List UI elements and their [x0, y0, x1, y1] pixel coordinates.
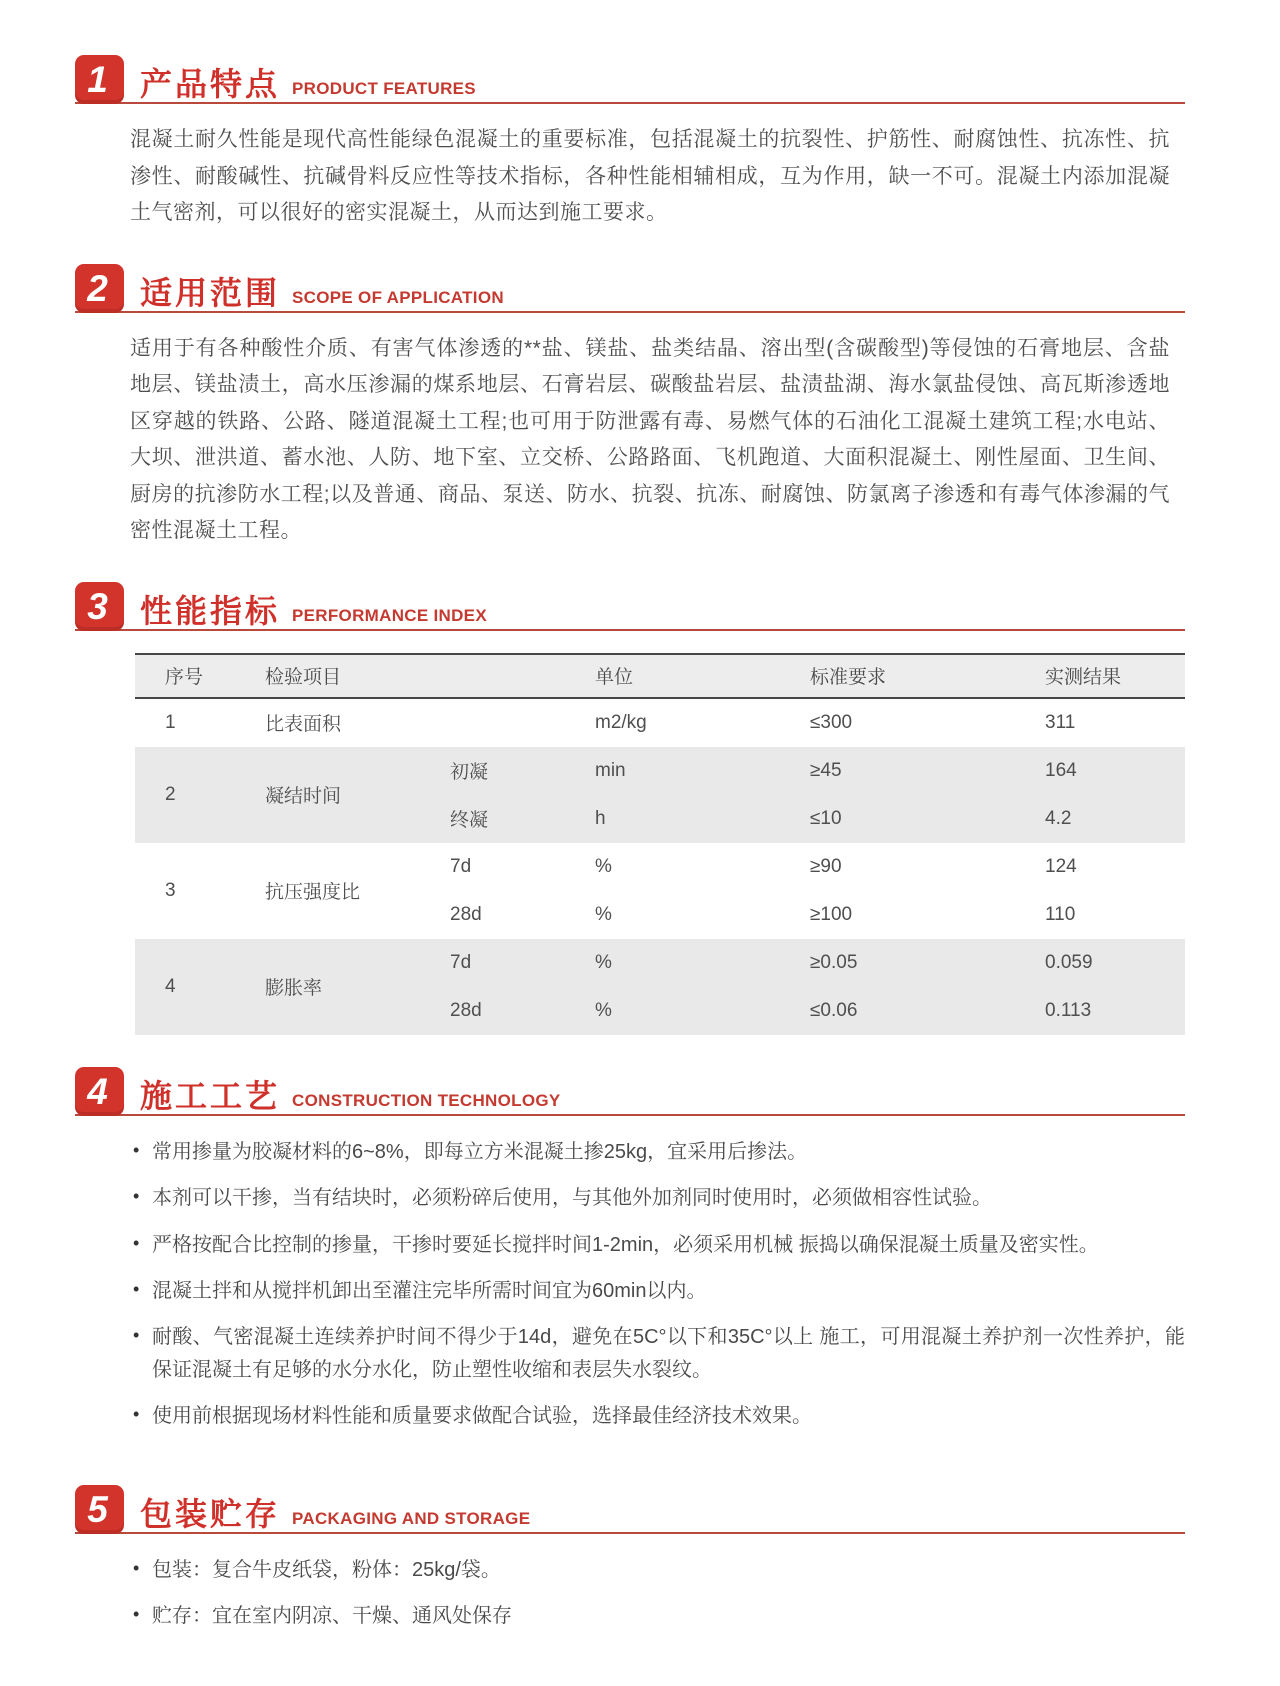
section-title-en: SCOPE OF APPLICATION — [292, 287, 504, 307]
section-paragraph: 适用于有各种酸性介质、有害气体渗透的**盐、镁盐、盐类结晶、溶出型(含碳酸型)等侵蚀的石膏地层、含盐地层、镁盐渍土，高水压渗漏的煤系地层、石膏岩层、碳酸盐岩层、盐渍盐湖、海水氯盐侵蚀、高瓦斯渗透地区穿越的铁路、公路、隧道混凝土工程;也可用于防泄露有毒、易燃气体的石油化工混凝土建筑工程;水电站、大坝、泄洪道、蓄水池、人防、地下室、立交桥、公路路面、飞机跑道、大面积混凝土、刚性屋面、卫生间、厨房的抗渗防水工程;以及普通、商品、泵送、防水、抗裂、抗冻、耐腐蚀、防氯离子渗透和有毒气体渗漏的气密性混凝土工程。 — [130, 336, 1170, 543]
column-header-item: 检验项目 — [265, 667, 342, 689]
row-standard: ≥100 — [810, 903, 853, 925]
row-standard: ≤10 — [810, 807, 842, 829]
row-result: 4.2 — [1045, 807, 1072, 829]
row-standard: ≥0.05 — [810, 951, 858, 973]
row-sub: 28d — [450, 903, 482, 925]
row-no: 1 — [165, 711, 176, 733]
sub-rows — [450, 939, 1185, 1035]
row-sub: 初凝 — [450, 762, 489, 784]
row-sub: 7d — [450, 855, 472, 877]
bullet-item: • 本剂可以干掺，当有结块时，必须粉碎后使用，与其他外加剂同时使用时，必须做相容性试验。 — [130, 1182, 1185, 1214]
column-header-standard: 标准要求 — [810, 667, 887, 689]
row-item: 抗压强度比 — [265, 882, 361, 904]
row-no: 4 — [165, 975, 176, 997]
section-number-badge — [75, 582, 124, 631]
row-standard: ≥45 — [810, 759, 842, 781]
column-header-unit: 单位 — [595, 667, 634, 689]
row-result: 110 — [1045, 903, 1076, 925]
section-title-zh: 性能指标 — [140, 592, 281, 629]
row-unit: min — [595, 759, 626, 781]
section-number: 1 — [87, 59, 108, 100]
section-number: 2 — [87, 267, 108, 309]
row-sub: 28d — [450, 999, 482, 1021]
row-unit: % — [595, 999, 612, 1021]
construction-bullet-list — [130, 1136, 1185, 1433]
column-header-result: 实测结果 — [1045, 667, 1122, 689]
packaging-bullet-list — [130, 1554, 1185, 1633]
section-packaging-storage — [75, 1485, 1185, 1633]
bullet-item: • 耐酸、气密混凝土连续养护时间不得少于14d，避免在5C°以下和35C°以上 施工，可用混凝土养护剂一次性养护，能保证混凝土有足够的水分水化，防止塑性收缩和表层失水裂纹。 — [130, 1321, 1185, 1386]
bullet-item: • 使用前根据现场材料性能和质量要求做配合试验，选择最佳经济技术效果。 — [130, 1400, 1185, 1432]
section-scope-of-application — [75, 264, 1185, 550]
table-row — [135, 843, 1185, 939]
table-header-row — [135, 653, 1185, 699]
row-item: 凝结时间 — [265, 786, 342, 808]
sub-rows — [450, 843, 1185, 939]
sub-row — [450, 987, 1185, 1035]
section-header — [75, 264, 1185, 313]
table-row — [135, 747, 1185, 843]
sub-row — [450, 939, 1185, 987]
section-performance-index — [75, 582, 1185, 1035]
row-item: 比表面积 — [265, 714, 342, 736]
bullet-item: • 贮存：宜在室内阴凉、干燥、通风处保存 — [130, 1600, 1185, 1632]
section-title-zh: 产品特点 — [140, 66, 281, 102]
row-result: 164 — [1045, 759, 1077, 781]
section-title-zh: 包装贮存 — [140, 1495, 281, 1532]
row-result: 311 — [1045, 711, 1076, 733]
section-number: 4 — [87, 1070, 108, 1112]
section-number-badge — [75, 1067, 124, 1116]
row-unit: % — [595, 903, 612, 925]
section-number: 3 — [87, 585, 108, 627]
table-row — [135, 939, 1185, 1035]
section-title-en: PRODUCT FEATURES — [292, 79, 476, 98]
section-title-zh: 施工工艺 — [140, 1077, 281, 1114]
row-standard: ≤300 — [810, 711, 853, 733]
section-number-badge — [75, 264, 124, 313]
section-header — [75, 1485, 1185, 1534]
sub-rows — [450, 747, 1185, 843]
sub-row — [450, 747, 1185, 795]
sub-row — [450, 843, 1185, 891]
row-result: 124 — [1045, 855, 1077, 877]
row-unit: h — [595, 807, 606, 829]
section-title-en: PERFORMANCE INDEX — [292, 605, 487, 625]
column-header-no: 序号 — [165, 667, 204, 689]
row-result: 0.059 — [1045, 951, 1093, 973]
row-standard: ≤0.06 — [810, 999, 858, 1021]
row-item: 膨胀率 — [265, 978, 323, 1000]
section-title-en: PACKAGING AND STORAGE — [292, 1508, 531, 1528]
section-number-badge — [75, 1485, 124, 1534]
row-unit: m2/kg — [595, 711, 647, 733]
section-header — [75, 582, 1185, 631]
section-title-zh: 适用范围 — [140, 274, 281, 311]
row-no: 3 — [165, 879, 176, 901]
row-unit: % — [595, 951, 612, 973]
row-sub: 终凝 — [450, 810, 489, 832]
section-header — [75, 55, 1185, 104]
row-standard: ≥90 — [810, 855, 842, 877]
row-unit: % — [595, 855, 612, 877]
bullet-item: • 严格按配合比控制的掺量，干掺时要延长搅拌时间1-2min，必须采用机械 振捣以确保混凝土质量及密实性。 — [130, 1229, 1185, 1261]
performance-table — [135, 653, 1185, 1035]
table-row — [135, 699, 1185, 747]
section-number: 5 — [87, 1488, 108, 1530]
section-number-badge — [75, 55, 124, 104]
bullet-item: • 包装：复合牛皮纸袋，粉体：25kg/袋。 — [130, 1554, 1185, 1586]
section-title-en: CONSTRUCTION TECHNOLOGY — [292, 1090, 561, 1110]
row-result: 0.113 — [1045, 999, 1092, 1021]
sub-row — [450, 891, 1185, 939]
bullet-item: • 常用掺量为胶凝材料的6~8%，即每立方米混凝土掺25kg，宜采用后掺法。 — [130, 1136, 1185, 1168]
row-sub: 7d — [450, 951, 472, 973]
section-header — [75, 1067, 1185, 1116]
section-construction-technology — [75, 1067, 1185, 1433]
sub-row — [450, 795, 1185, 843]
section-product-features — [75, 55, 1185, 232]
bullet-item: • 混凝土拌和从搅拌机卸出至灌注完毕所需时间宜为60min以内。 — [130, 1275, 1185, 1307]
row-no: 2 — [165, 783, 176, 805]
section-paragraph: 混凝土耐久性能是现代高性能绿色混凝土的重要标准，包括混凝土的抗裂性、护筋性、耐腐蚀性、抗冻性、抗渗性、耐酸碱性、抗碱骨料反应性等技术指标，各种性能相辅相成，互为作用，缺一不可。混凝土内添加混凝土气密剂，可以很好的密实混凝土，从而达到施工要求。 — [130, 128, 1170, 225]
